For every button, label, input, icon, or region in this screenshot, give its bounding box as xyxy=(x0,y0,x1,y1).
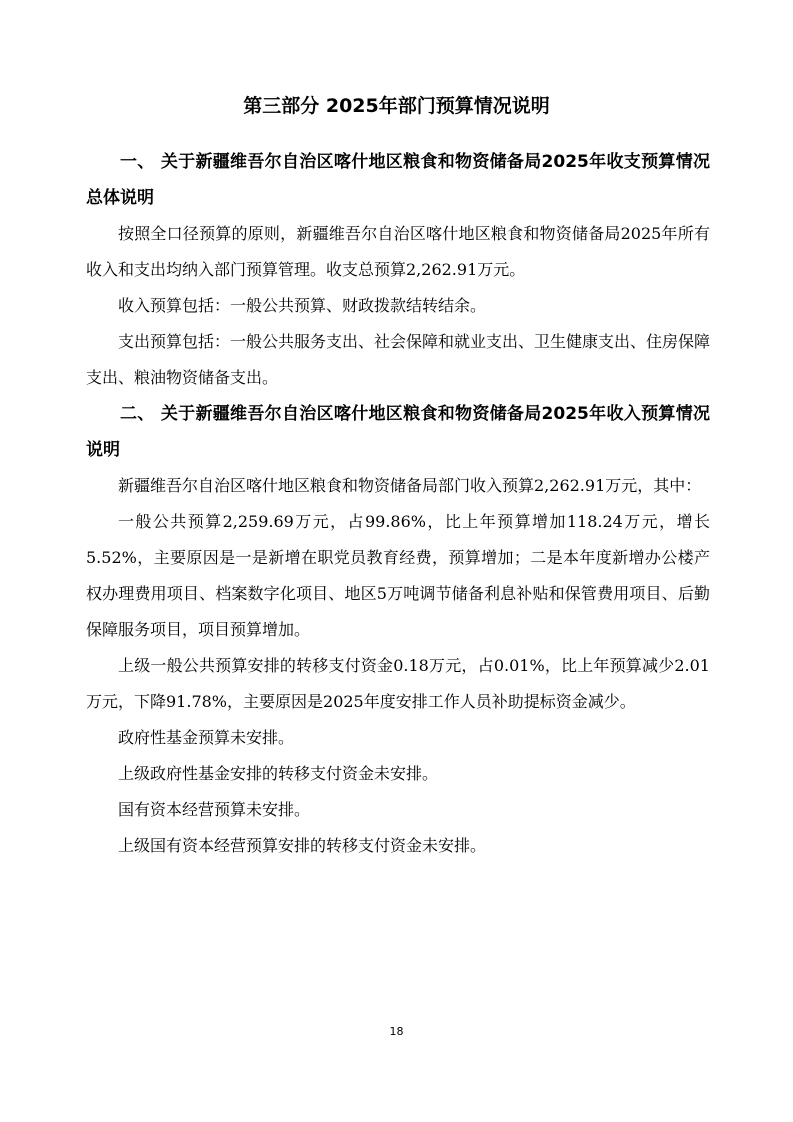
paragraph: 上级一般公共预算安排的转移支付资金0.18万元，占0.01%，比上年预算减少2.01万元，下降91.78%，主要原因是2025年度安排工作人员补助提标资金减少。 xyxy=(86,656,710,711)
paragraph: 支出预算包括：一般公共服务支出、社会保障和就业支出、卫生健康支出、住房保障支出、粮油物资储备支出。 xyxy=(86,332,711,387)
section-overall-budget xyxy=(86,144,710,396)
page-number: 18 xyxy=(389,1025,404,1038)
paragraph: 政府性基金预算未安排。 xyxy=(118,728,295,747)
paragraph: 上级政府性基金安排的转移支付资金未安排。 xyxy=(118,764,439,783)
page-title: 第三部分 2025年部门预算情况说明 xyxy=(243,95,550,117)
section-income-budget xyxy=(86,396,710,864)
paragraph: 国有资本经营预算未安排。 xyxy=(118,800,311,819)
paragraph: 收入预算包括：一般公共预算、财政拨款结转结余。 xyxy=(118,296,487,315)
document-body xyxy=(86,144,710,864)
paragraph: 一般公共预算2,259.69万元，占99.86%，比上年预算增加118.24万元，增长5.52%，主要原因是一是新增在职党员教育经费，预算增加；二是本年度新增办公楼产权办理费用项目、档案数字化项目、地区5万吨调节储备利息补贴和保管费用项目、后勤保障服务项目，项目预算增加。 xyxy=(86,512,710,639)
paragraph: 上级国有资本经营预算安排的转移支付资金未安排。 xyxy=(118,836,487,855)
section-heading: 一、 关于新疆维吾尔自治区喀什地区粮食和物资储备局2025年收支预算情况总体说明 xyxy=(86,152,710,208)
section-heading: 二、 关于新疆维吾尔自治区喀什地区粮食和物资储备局2025年收入预算情况说明 xyxy=(86,404,710,460)
paragraph: 按照全口径预算的原则，新疆维吾尔自治区喀什地区粮食和物资储备局2025年所有收入和支出均纳入部门预算管理。收支总预算2,262.91万元。 xyxy=(86,224,710,279)
paragraph: 新疆维吾尔自治区喀什地区粮食和物资储备局部门收入预算2,262.91万元，其中： xyxy=(118,476,702,495)
